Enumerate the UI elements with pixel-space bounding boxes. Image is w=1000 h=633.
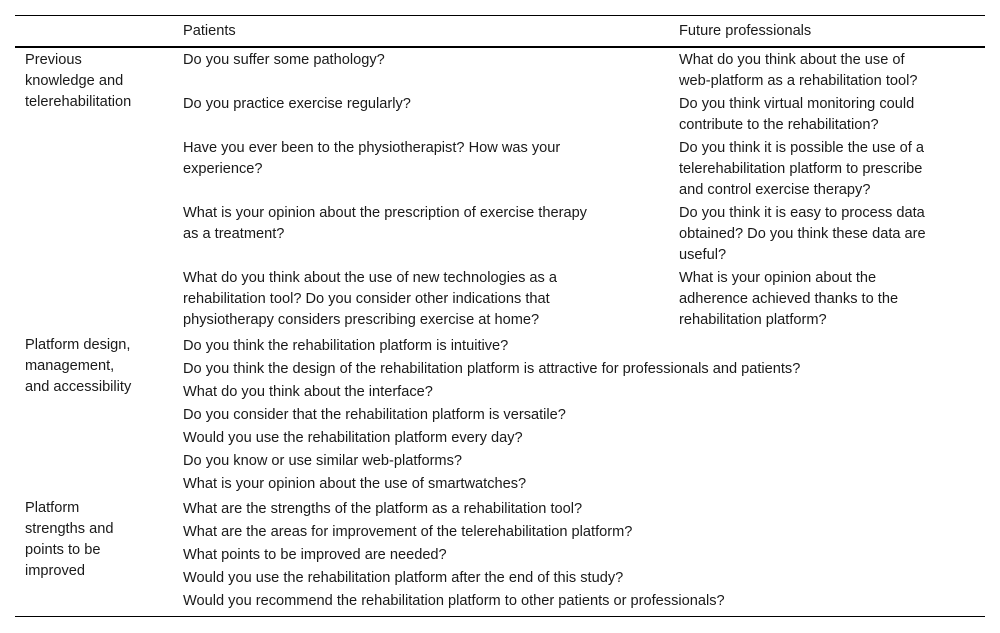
- question-line: obtained? Do you think these data are: [679, 226, 926, 242]
- question-line: What do you think about the use of: [679, 52, 905, 68]
- header-future-professionals: Future professionals: [679, 23, 812, 39]
- professional-question-4: [679, 203, 926, 266]
- shared-question: Do you think the design of the rehabilitation platform is attractive for professionals and patients?: [183, 361, 801, 377]
- shared-question: What points to be improved are needed?: [183, 547, 447, 563]
- question-line: adherence achieved thanks to the: [679, 291, 899, 307]
- category-line: Platform design,: [25, 337, 131, 353]
- category-line: Previous: [25, 52, 82, 68]
- category-line: Platform: [25, 500, 80, 516]
- question-line: Do you suffer some pathology?: [183, 52, 385, 68]
- category-line: and accessibility: [25, 379, 132, 395]
- professional-question-1: [679, 50, 918, 92]
- shared-question: What are the areas for improvement of the telerehabilitation platform?: [183, 524, 633, 540]
- category-line: strengths and: [25, 521, 114, 537]
- shared-question: Would you use the rehabilitation platform after the end of this study?: [183, 570, 624, 586]
- question-line: What do you think about the use of new technologies as a: [183, 270, 558, 286]
- question-line: What is your opinion about the prescription of exercise therapy: [183, 205, 587, 221]
- professional-question-5: [679, 268, 898, 331]
- question-line: Do you think it is possible the use of a: [679, 140, 924, 156]
- shared-question: Would you recommend the rehabilitation platform to other patients or professionals?: [183, 593, 725, 609]
- shared-question: Do you think the rehabilitation platform is intuitive?: [183, 338, 509, 354]
- question-line: contribute to the rehabilitation?: [679, 117, 879, 133]
- question-line: physiotherapy considers prescribing exercise at home?: [183, 312, 540, 328]
- question-line: Do you think it is easy to process data: [679, 205, 925, 221]
- table-top-rule: [15, 15, 985, 16]
- patient-question-2: [183, 94, 411, 115]
- patient-question-3: [183, 138, 560, 180]
- question-line: Do you practice exercise regularly?: [183, 96, 411, 112]
- question-line: experience?: [183, 161, 263, 177]
- question-line: rehabilitation platform?: [679, 312, 827, 328]
- question-line: What is your opinion about the: [679, 270, 877, 286]
- shared-question: Do you consider that the rehabilitation platform is versatile?: [183, 407, 566, 423]
- professional-question-2: [679, 94, 914, 136]
- question-line: telerehabilitation platform to prescribe: [679, 161, 923, 177]
- patient-question-5: [183, 268, 557, 331]
- category-line: management,: [25, 358, 115, 374]
- header-rule: [15, 46, 985, 48]
- shared-question: Would you use the rehabilitation platform every day?: [183, 430, 523, 446]
- question-line: and control exercise therapy?: [679, 182, 871, 198]
- question-line: as a treatment?: [183, 226, 285, 242]
- question-line: Have you ever been to the physiotherapist? How was your: [183, 140, 561, 156]
- category-platform-strengths: [25, 498, 113, 582]
- question-line: rehabilitation tool? Do you consider other indications that: [183, 291, 550, 307]
- question-line: Do you think virtual monitoring could: [679, 96, 915, 112]
- patient-question-1: [183, 50, 385, 71]
- shared-questions-platform-design: [183, 335, 800, 496]
- shared-questions-platform-strengths: [183, 498, 725, 613]
- shared-question: What are the strengths of the platform as a rehabilitation tool?: [183, 501, 583, 517]
- shared-question: What do you think about the interface?: [183, 384, 433, 400]
- category-line: points to be: [25, 542, 101, 558]
- category-platform-design: [25, 335, 131, 398]
- shared-question: What is your opinion about the use of smartwatches?: [183, 476, 527, 492]
- header-patients: Patients: [183, 23, 236, 39]
- question-line: useful?: [679, 247, 727, 263]
- question-line: web-platform as a rehabilitation tool?: [679, 73, 918, 89]
- professional-question-3: [679, 138, 924, 201]
- table-bottom-rule: [15, 616, 985, 617]
- category-line: knowledge and: [25, 73, 124, 89]
- category-line: improved: [25, 563, 86, 579]
- shared-question: Do you know or use similar web-platforms?: [183, 453, 463, 469]
- category-line: telerehabilitation: [25, 94, 132, 110]
- patient-question-4: [183, 203, 587, 245]
- category-previous-knowledge: [25, 50, 131, 113]
